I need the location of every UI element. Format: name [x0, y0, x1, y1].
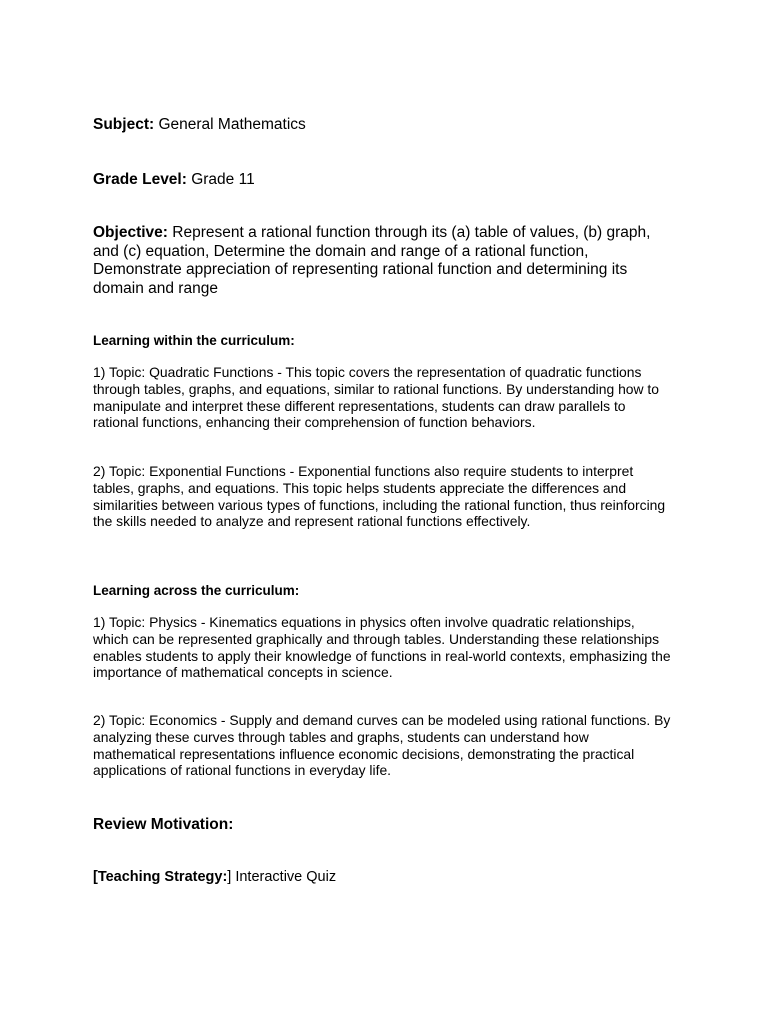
grade-level-label: Grade Level:: [93, 171, 187, 188]
subject-line: [93, 116, 678, 134]
objective-label: Objective:: [93, 224, 168, 241]
subject-label: Subject:: [93, 116, 155, 133]
subject-value: General Mathematics: [158, 116, 306, 133]
grade-level-line: [93, 171, 678, 189]
teaching-strategy-line: [93, 869, 336, 886]
learning-across-item-2: 2) Topic: Economics - Supply and demand curves can be modeled using rational functions. By analyzing these curves through tables and graphs, students can understand how mathematical representations influence economic decisions, demonstrating the practical applications of rational functions in everyday life.: [93, 712, 671, 779]
learning-within-item-1: 1) Topic: Quadratic Functions - This topic covers the representation of quadratic functions through tables, graphs, and equations, similar to rational functions. By understanding how to manipulate and interpret these different representations, students can draw parallels to rational functions, enhancing their comprehension of function behaviors.: [93, 364, 660, 431]
teaching-strategy-value: Interactive Quiz: [231, 869, 337, 885]
teaching-strategy-bracket: ]: [227, 869, 232, 885]
learning-across-item-1: 1) Topic: Physics - Kinematics equations in physics often involve quadratic relationships, which can be represented graphically and through tables. Understanding these relationships enables students to apply their knowledge of functions in real-world contexts, emphasizing the importance of mathematical concepts in science.: [93, 614, 671, 681]
review-motivation-heading: Review Motivation:: [93, 816, 234, 833]
learning-within-item-2: 2) Topic: Exponential Functions - Exponential functions also require students to interpret tables, graphs, and equations. This topic helps students appreciate the differences and similarities between various types of functions, including the rational function, thus reinforcing the skills needed to analyze and represent rational functions effectively.: [93, 463, 666, 530]
learning-within-heading: Learning within the curriculum:: [93, 333, 295, 348]
objective-paragraph: [93, 224, 668, 298]
learning-across-heading: Learning across the curriculum:: [93, 583, 300, 598]
objective-text: Represent a rational function through its (a) table of values, (b) graph, and (c) equation, Determine the domain and range of a rational function, Demonstrate appreciation of representing rational function and determining its domain and range: [93, 224, 651, 297]
grade-level-value: Grade 11: [191, 171, 255, 188]
teaching-strategy-label: [Teaching Strategy:: [93, 869, 228, 885]
